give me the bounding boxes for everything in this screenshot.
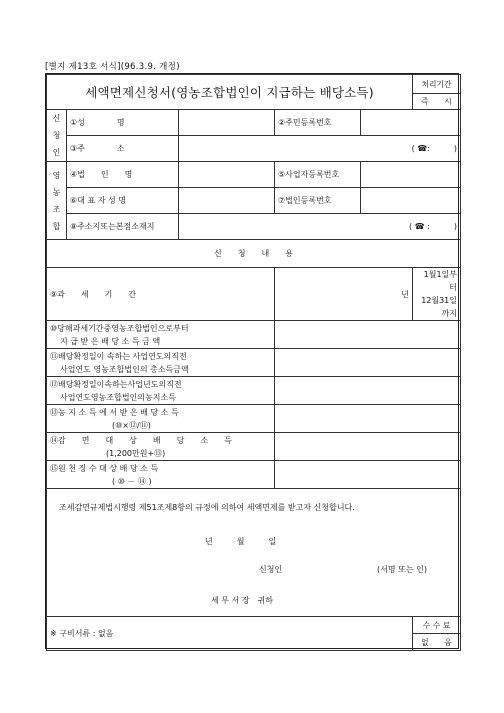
rrn-label: ②주민등록번호 <box>275 110 361 136</box>
form-reference: [별지 제13호 서식](96.3.9. 개정) <box>45 62 180 72</box>
form-table <box>46 74 461 651</box>
fee-value: 없 음 <box>413 634 461 651</box>
corp-reg-label: ⑦법인등록번호 <box>275 188 361 214</box>
corp-reg-field[interactable] <box>361 188 461 214</box>
attachments-note: ※ 구비서류 : 없음 <box>47 617 413 651</box>
corp-address-label: ⑧주소지또는본점소재지 <box>67 214 179 240</box>
item-label: ⑬농 지 소 득 에 서 받 은 배 당 소 득 (⑩×⑫/⑪) <box>47 405 275 433</box>
name-field[interactable] <box>179 110 275 136</box>
addressee: 세 무 서 장 귀하 <box>211 596 273 605</box>
applicant-phone-label: ( ☎: ) <box>411 144 458 153</box>
item-value-field[interactable] <box>275 461 461 489</box>
name-label: ①성 명 <box>67 110 179 136</box>
year-label: 년 <box>401 289 410 299</box>
corp-name-label: ④법 인 명 <box>67 162 179 188</box>
address-field[interactable] <box>179 136 461 162</box>
item-value-field[interactable] <box>275 321 461 349</box>
corp-address-field[interactable] <box>179 214 461 240</box>
declaration-date: 년 월 일 <box>205 537 277 546</box>
tax-year-field[interactable] <box>275 268 413 321</box>
rrn-field[interactable] <box>361 110 461 136</box>
corp-group-label: 영 농 조 합 <box>47 162 67 240</box>
corp-name-field[interactable] <box>179 162 275 188</box>
corp-phone-label: ( ☎ : ) <box>409 222 458 231</box>
rep-name-label: ⑥대 표 자 성 명 <box>67 188 179 214</box>
processing-period-label: 처리기간 <box>413 75 461 94</box>
item-value-field[interactable] <box>275 377 461 405</box>
form-title: 세액면제신청서(영농조합법인이 지급하는 배당소득) <box>47 75 413 110</box>
declaration-block <box>47 489 461 617</box>
address-label: ③주 소 <box>67 136 179 162</box>
tax-period-label: ⑨과 세 기 간 <box>47 268 275 321</box>
application-form <box>45 73 459 649</box>
declaration-text: 조세감면규제법시행령 제51조제8항의 규정에 의하여 세액면제를 받고자 신청합니다. <box>59 503 355 512</box>
item-value-field[interactable] <box>275 405 461 433</box>
item-label: ⑭감 면 대 상 배 당 소 득 (1,200만원+⑬) <box>47 433 275 461</box>
item-label: ⑫배당확정일이속하는사업년도의직전 사업연도영농조합법인의농지소득 <box>47 377 275 405</box>
item-value-field[interactable] <box>275 433 461 461</box>
processing-period-value: 즉 시 <box>413 94 461 110</box>
period-to: 12월31일까지 <box>421 296 458 318</box>
sign-or-seal-label: (서명 또는 인) <box>377 565 427 574</box>
item-label: ⑮원 천 징 수 대 상 배 당 소 득 ( ⑩ － ⑭ ) <box>47 461 275 489</box>
applicant-group-label: 신 청 인 <box>47 110 67 162</box>
period-from: 1월1일부터 <box>423 270 458 292</box>
item-label: ⑩당해과세기간중영농조합법인으로부터 지 급 받 은 배 당 소 득 금 액 <box>47 321 275 349</box>
item-value-field[interactable] <box>275 349 461 377</box>
applicant-sign-label: 신청인 <box>259 565 283 574</box>
biz-no-label: ⑤사업자등록번호 <box>275 162 361 188</box>
rep-name-field[interactable] <box>179 188 275 214</box>
section-heading: 신 청 내 용 <box>47 240 461 268</box>
item-label: ⑪배당확정일이 속하는 사업연도의직전 사업연도 영농조합법인의 총소득금액 <box>47 349 275 377</box>
tax-period-range <box>413 268 461 321</box>
fee-label: 수 수 료 <box>413 617 461 634</box>
biz-no-field[interactable] <box>361 162 461 188</box>
